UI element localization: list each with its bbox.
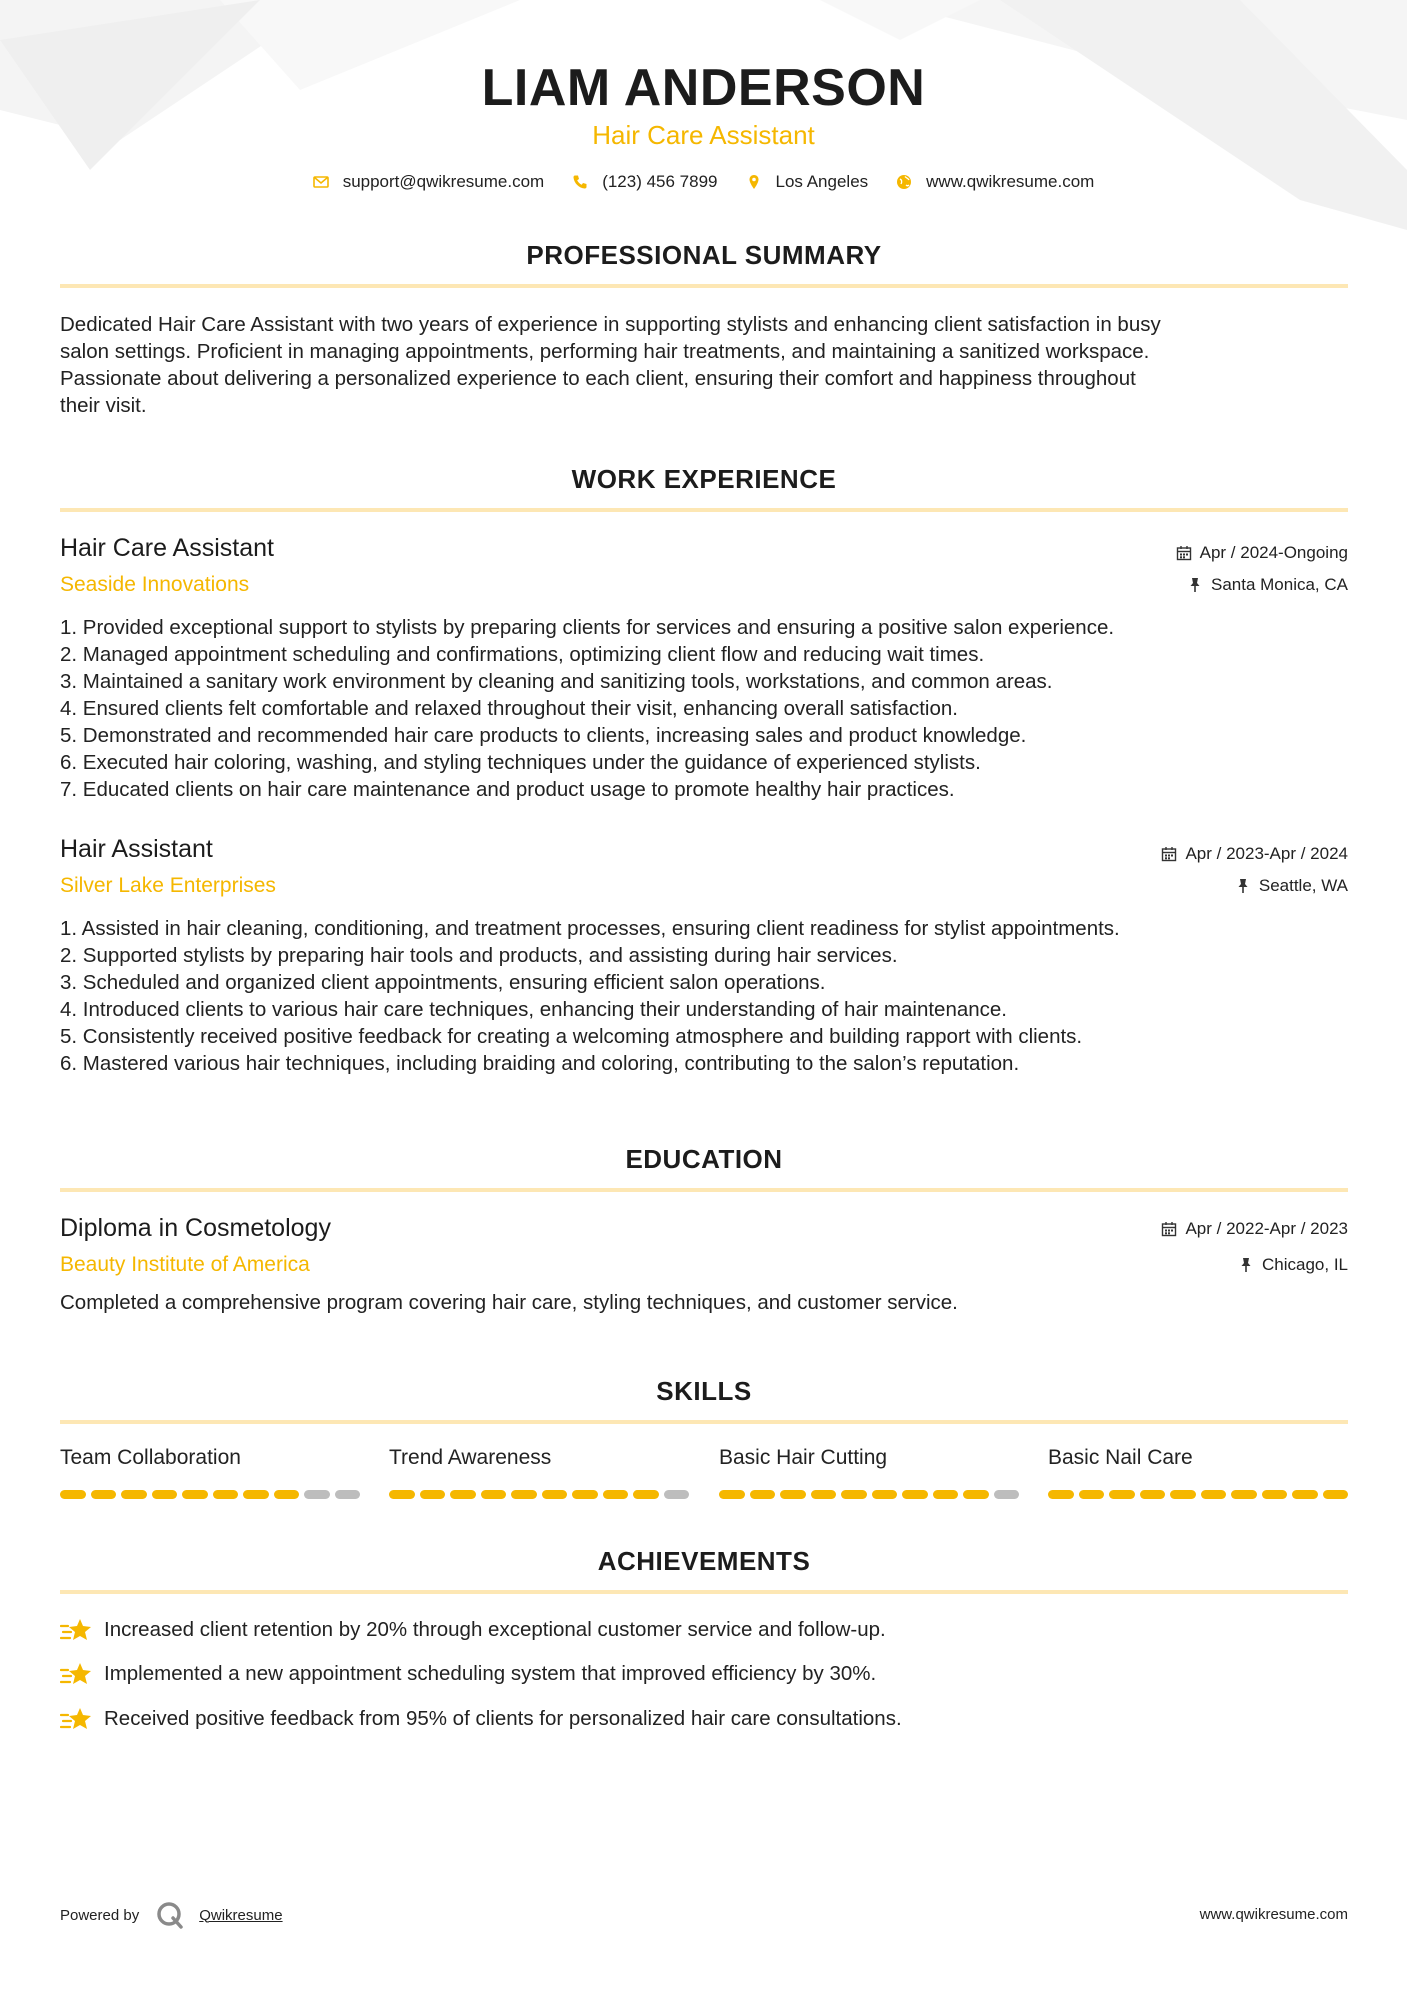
skill-segment-filled: [1262, 1490, 1288, 1499]
education-section-title: EDUCATION: [625, 1144, 783, 1174]
list-item: 6. Mastered various hair techniques, including braiding and coloring, contributing to the salon’s reputation.: [60, 1052, 1020, 1075]
skill-segment-filled: [1170, 1490, 1196, 1499]
job-dates-text: Apr / 2024-Ongoing: [1199, 543, 1348, 562]
calendar-icon: [1161, 846, 1177, 862]
contact-location-text: Los Angeles: [775, 172, 869, 191]
job-dates-text: Apr / 2023-Apr / 2024: [1185, 844, 1348, 863]
skill-segment-filled: [872, 1490, 898, 1499]
job-company: Silver Lake Enterprises: [60, 874, 276, 897]
education-description: Completed a comprehensive program covering hair care, styling techniques, and customer service.: [60, 1291, 958, 1314]
achievement-text: Implemented a new appointment scheduling system that improved efficiency by 30%.: [104, 1662, 877, 1685]
skill-name: Basic Hair Cutting: [719, 1446, 888, 1469]
education-school: Beauty Institute of America: [60, 1253, 310, 1276]
job-location-text: Santa Monica, CA: [1210, 575, 1348, 594]
envelope-icon: [313, 174, 329, 190]
skill-segment-empty: [335, 1490, 361, 1499]
education-dates-text: Apr / 2022-Apr / 2023: [1185, 1219, 1348, 1238]
skill-name: Basic Nail Care: [1048, 1446, 1193, 1469]
qwikresume-logo-icon: [155, 1900, 185, 1930]
summary-text: [60, 311, 1348, 419]
summary-line: salon settings. Proficient in managing appointments, performing hair treatments, and maintaining a sanitized workspace.: [60, 340, 1150, 363]
skill-name: Team Collaboration: [60, 1446, 241, 1469]
skill-segment-filled: [91, 1490, 117, 1499]
list-item: 2. Managed appointment scheduling and confirmations, optimizing client flow and reducing wait times.: [60, 643, 985, 666]
skill-segment-filled: [933, 1490, 959, 1499]
skill-segment-filled: [450, 1490, 476, 1499]
skill-segment-filled: [780, 1490, 806, 1499]
skill-segment-empty: [994, 1490, 1020, 1499]
skill-segment-filled: [1079, 1490, 1105, 1499]
skill-rating-bar: [719, 1490, 1019, 1499]
experience-divider: [60, 508, 1348, 512]
summary-line: Passionate about delivering a personalized experience to each client, ensuring their comfort and happiness throughout: [60, 367, 1136, 390]
skill-segment-filled: [1048, 1490, 1074, 1499]
skill-segment-filled: [389, 1490, 415, 1499]
summary-divider: [60, 284, 1348, 288]
job-location: [1187, 575, 1348, 595]
globe-icon: [896, 174, 912, 190]
achievement-text: Increased client retention by 20% through exceptional customer service and follow-up.: [104, 1618, 886, 1641]
shooting-star-icon: [60, 1705, 92, 1733]
skill-item: [1048, 1446, 1348, 1499]
skill-rating-bar: [1048, 1490, 1348, 1499]
skill-segment-filled: [420, 1490, 446, 1499]
achievements-section-title: ACHIEVEMENTS: [597, 1546, 811, 1576]
contact-phone-text: (123) 456 7899: [602, 172, 718, 191]
summary-section-title: PROFESSIONAL SUMMARY: [526, 240, 882, 270]
skill-rating-bar: [389, 1490, 689, 1499]
skill-segment-filled: [572, 1490, 598, 1499]
skill-segment-filled: [542, 1490, 568, 1499]
calendar-icon: [1176, 545, 1192, 561]
skill-segment-filled: [902, 1490, 928, 1499]
list-item: 4. Introduced clients to various hair care techniques, enhancing their understanding of hair maintenance.: [60, 998, 1008, 1021]
footer-website[interactable]: www.qwikresume.com: [1199, 1906, 1348, 1923]
skills-section-title: SKILLS: [656, 1376, 752, 1406]
skill-segment-filled: [60, 1490, 86, 1499]
skill-segment-filled: [511, 1490, 537, 1499]
list-item: 3. Maintained a sanitary work environment by cleaning and sanitizing tools, workstations, and common areas.: [60, 670, 1053, 693]
contact-phone[interactable]: [572, 172, 717, 192]
summary-line: Dedicated Hair Care Assistant with two years of experience in supporting stylists and enhancing client satisfaction in busy: [60, 313, 1161, 336]
summary-line: their visit.: [60, 394, 147, 417]
skill-segment-filled: [121, 1490, 147, 1499]
skill-segment-filled: [750, 1490, 776, 1499]
list-item: 4. Ensured clients felt comfortable and relaxed throughout their visit, enhancing overall satisfaction.: [60, 697, 958, 720]
qwikresume-link[interactable]: Qwikresume: [199, 1906, 283, 1924]
job-title: Hair Care Assistant: [60, 534, 274, 562]
list-item: 5. Consistently received positive feedback for creating a welcoming atmosphere and building rapport with clients.: [60, 1025, 1083, 1048]
skill-segment-filled: [1201, 1490, 1227, 1499]
job-dates: [1161, 844, 1348, 864]
contact-website[interactable]: [896, 172, 1094, 192]
candidate-role: Hair Care Assistant: [592, 120, 815, 150]
achievement-item: [60, 1660, 876, 1688]
job-location-text: Seattle, WA: [1258, 876, 1348, 895]
achievement-item: [60, 1616, 886, 1644]
skill-segment-filled: [719, 1490, 745, 1499]
skill-segment-filled: [633, 1490, 659, 1499]
job-bullets: [60, 614, 1348, 803]
calendar-icon: [1161, 1221, 1177, 1237]
footer-powered-by: [60, 1900, 283, 1930]
education-location: [1238, 1255, 1348, 1275]
pushpin-icon: [1187, 577, 1203, 593]
skill-segment-filled: [152, 1490, 178, 1499]
list-item: 3. Scheduled and organized client appointments, ensuring efficient salon operations.: [60, 971, 826, 994]
education-dates: [1161, 1219, 1348, 1239]
education-location-text: Chicago, IL: [1262, 1255, 1348, 1274]
shooting-star-icon: [60, 1660, 92, 1688]
list-item: 6. Executed hair coloring, washing, and styling techniques under the guidance of experienced stylists.: [60, 751, 981, 774]
skill-segment-filled: [243, 1490, 269, 1499]
contact-bar: [0, 172, 1407, 192]
list-item: 1. Provided exceptional support to stylists by preparing clients for services and ensuring a positive salon experience.: [60, 616, 1115, 639]
skill-item: [719, 1446, 1019, 1499]
contact-email[interactable]: [313, 172, 545, 192]
powered-by-label: Powered by: [60, 1906, 140, 1924]
skill-segment-filled: [1231, 1490, 1257, 1499]
skill-item: [389, 1446, 689, 1499]
list-item: 5. Demonstrated and recommended hair care products to clients, increasing sales and product knowledge.: [60, 724, 1027, 747]
achievements-divider: [60, 1590, 1348, 1594]
education-divider: [60, 1188, 1348, 1192]
skill-segment-filled: [1323, 1490, 1349, 1499]
list-item: 7. Educated clients on hair care maintenance and product usage to promote healthy hair practices.: [60, 778, 955, 801]
skill-rating-bar: [60, 1490, 360, 1499]
phone-icon: [572, 174, 588, 190]
shooting-star-icon: [60, 1616, 92, 1644]
skill-segment-filled: [963, 1490, 989, 1499]
skill-segment-filled: [274, 1490, 300, 1499]
skill-name: Trend Awareness: [389, 1446, 552, 1469]
list-item: 1. Assisted in hair cleaning, conditioning, and treatment processes, ensuring client readiness for stylist appointments.: [60, 917, 1120, 940]
skill-segment-filled: [1109, 1490, 1135, 1499]
contact-location: [746, 172, 869, 192]
contact-email-text: support@qwikresume.com: [342, 172, 545, 191]
achievement-item: [60, 1705, 902, 1733]
skill-segment-filled: [603, 1490, 629, 1499]
map-pin-icon: [746, 174, 762, 190]
skill-item: [60, 1446, 360, 1499]
skill-segment-filled: [213, 1490, 239, 1499]
skill-segment-empty: [664, 1490, 690, 1499]
job-bullets: [60, 915, 1348, 1077]
experience-section-title: WORK EXPERIENCE: [571, 464, 837, 494]
pushpin-icon: [1238, 1257, 1254, 1273]
skill-segment-filled: [1292, 1490, 1318, 1499]
achievement-text: Received positive feedback from 95% of clients for personalized hair care consultations.: [104, 1707, 902, 1730]
skill-segment-filled: [1140, 1490, 1166, 1499]
job-dates: [1176, 543, 1348, 563]
candidate-name: LIAM ANDERSON: [481, 59, 926, 117]
skills-divider: [60, 1420, 1348, 1424]
contact-website-text: www.qwikresume.com: [926, 172, 1095, 191]
skill-segment-filled: [811, 1490, 837, 1499]
education-degree: Diploma in Cosmetology: [60, 1214, 331, 1242]
job-location: [1235, 876, 1348, 896]
skill-segment-filled: [841, 1490, 867, 1499]
skill-segment-filled: [182, 1490, 208, 1499]
job-title: Hair Assistant: [60, 835, 213, 863]
pushpin-icon: [1235, 878, 1251, 894]
skill-segment-filled: [481, 1490, 507, 1499]
job-company: Seaside Innovations: [60, 573, 250, 596]
skill-segment-empty: [304, 1490, 330, 1499]
list-item: 2. Supported stylists by preparing hair tools and products, and assisting during hair services.: [60, 944, 898, 967]
